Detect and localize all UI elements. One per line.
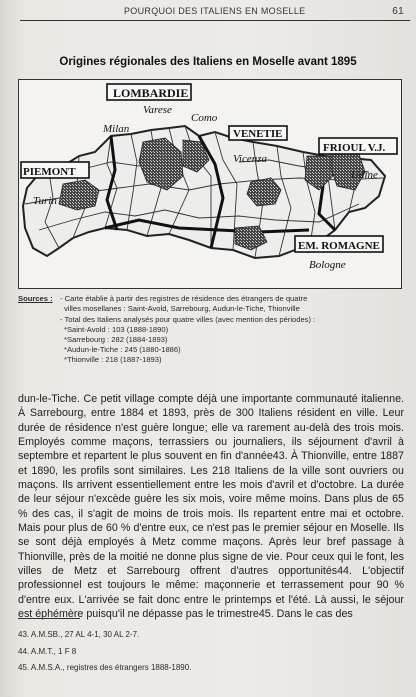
map-graphic [19, 80, 401, 288]
footnote-44: 44. A.M.T., 1 F 8 [18, 647, 77, 656]
running-header [20, 4, 410, 22]
sources-line: *Thionville : 218 (1887-1893) [64, 355, 162, 364]
label-piemont: PIEMONT [23, 166, 76, 178]
label-udine: Udine [351, 169, 378, 181]
sources-line: *Saint-Avold : 103 (1888-1890) [64, 325, 169, 334]
sources-line: villes mosellanes : Saint-Avold, Sarrebourg, Audun-le-Tiche, Thionville [64, 304, 300, 313]
label-emilie: EM. ROMAGNE [298, 240, 380, 252]
header-rule [20, 20, 410, 21]
body-paragraph: dun-le-Tiche. Ce petit village compte déjà une importante communauté italienne. À Sarrebourg, entre 1884 et 1893, près de 300 Italiens résident en ville. Leur durée de résidence n'est guère longue; elle va rarement au-delà des trois mois. Employés comme maçons, terrassiers ou journaliers, ils séjournent d'avril à septembre et repartent le plus souvent en fin d'année43. À Thionville, entre 1887 et 1890, les profils sont similaires. Les 218 Italiens de la ville sont ouvriers ou maçons. Ils arrivent essentiellement entre les mois d'avril et d'octobre. La durée de leur séjour n'excède guère les six mois, voire même moins. Dans plus de 65 % des cas, il s'agit de moins de trois mois. Ils repartent entre mai et octobre. Mais pour plus de 60 % d'entre eux, ce n'est pas le premier séjour en Moselle. Ils se sont déjà employés à Metz comme maçons. Après leur bref passage à Thionville, près de la moitié ne donne plus signe de vie. Pour ceux qui le font, les villes de Metz et Sarrebourg offrent d'autres opportunités44. L'objectif professionnel est toujours le même: maçonnerie et terrassement pour 90 % d'entre eux. L'arrivée se fait donc entre le printemps et l'été. Là aussi, le séjour est éphémère puisqu'il ne dépasse pas le trimestre45. Dans le cas des [18, 393, 404, 621]
body-text [18, 392, 404, 622]
label-vicenza: Vicenza [233, 153, 268, 165]
label-turin: Turin [33, 195, 57, 207]
footnote-rule [18, 618, 80, 619]
page-number: 61 [392, 6, 404, 17]
label-venetie: VENETIE [233, 128, 283, 140]
label-lombardie: LOMBARDIE [113, 86, 189, 100]
sources-line: *Sarrebourg : 282 (1884-1893) [64, 335, 168, 344]
sources-label: Sources : [18, 294, 53, 303]
label-milan: Milan [103, 123, 130, 135]
footnote-45: 45. A.M.S.A., registres des étrangers 1888-1890. [18, 663, 192, 672]
label-como: Como [191, 112, 218, 124]
label-frioul: FRIOUL V.J. [323, 142, 386, 154]
regional-map [18, 79, 402, 289]
sources-line: - Total des Italiens analysés pour quatre villes (avec mention des périodes) : [60, 315, 316, 324]
figure-title: Origines régionales des Italiens en Moselle avant 1895 [59, 56, 357, 68]
footnote-43: 43. A.M.SB., 27 AL 4-1, 30 AL 2-7. [18, 630, 140, 639]
label-varese: Varese [143, 104, 172, 116]
sources-line: *Audun-le-Tiche : 245 (1880-1886) [64, 345, 181, 354]
running-title: POURQUOI DES ITALIENS EN MOSELLE [124, 6, 306, 16]
sources-line: - Carte établie à partir des registres de résidence des étrangers de quatre [60, 294, 308, 303]
label-bologne: Bologne [309, 259, 346, 271]
